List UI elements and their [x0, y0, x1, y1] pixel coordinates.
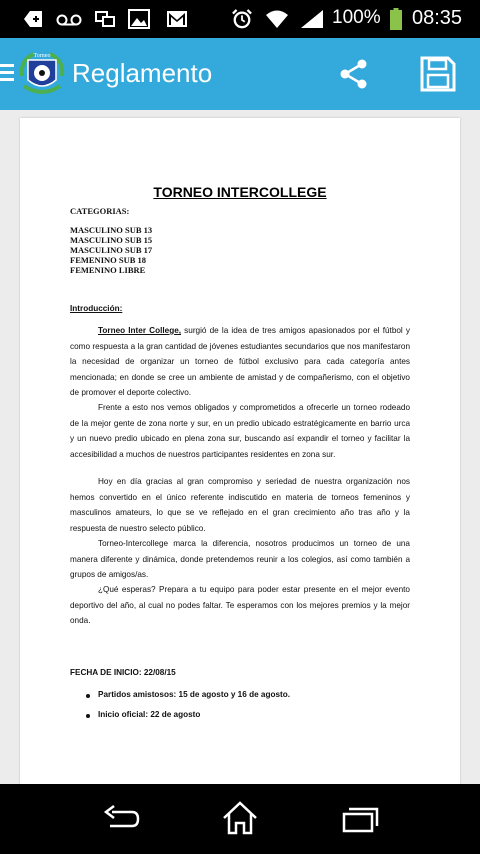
home-icon[interactable]: [220, 800, 260, 836]
back-icon[interactable]: [102, 804, 142, 834]
battery-percent: 100%: [332, 7, 381, 28]
paragraph-text: Frente a esto nos vemos obligados y comprometidos a ofrecerle un torneo rodeado de la mejor gente de zona norte y sur, en un predio ubicado estratégicamente en barrio urca y un nuevo predio ubicado en plena zona sur, buscando así expandir el torneo y facilitar la accesibilidad a muchos de nuestros participantes residentes en zona sur.: [70, 403, 410, 459]
save-icon[interactable]: [420, 56, 456, 92]
categories-heading: CATEGORIAS:: [70, 206, 130, 216]
bullet-marker: [86, 714, 90, 718]
wifi-icon: [265, 9, 289, 29]
gallery-icon: [128, 9, 150, 29]
share-icon[interactable]: [338, 58, 370, 90]
intro-heading: Introducción:: [70, 304, 123, 313]
signal-icon: [300, 9, 324, 29]
paragraph: [70, 536, 410, 583]
menu-icon[interactable]: [0, 62, 14, 84]
paragraph-text: Torneo-Intercollege marca la diferencia, nosotros producimos un torneo de una manera diferente y dinámica, donde pretendemos reunir a los colegios, así como también a grupos de amigos/as.: [70, 539, 410, 579]
paragraph: [70, 323, 410, 401]
category-item: FEMENINO LIBRE: [70, 265, 146, 275]
paragraph: [70, 582, 410, 629]
gmail-icon: [166, 9, 188, 29]
paragraph: [70, 474, 410, 536]
app-title: Reglamento: [72, 58, 213, 88]
category-item: MASCULINO SUB 17: [70, 245, 153, 255]
document-title: TORNEO INTERCOLLEGE: [153, 184, 327, 200]
svg-text:Torneo: Torneo: [33, 53, 51, 59]
screens-icon: [95, 9, 115, 29]
paragraph-lead: Torneo Inter College,: [98, 326, 182, 335]
add-notification-icon: [24, 9, 44, 29]
start-date: FECHA DE INICIO: 22/08/15: [70, 668, 176, 677]
voicemail-icon: [56, 9, 82, 29]
navigation-bar: [0, 784, 480, 854]
bullet-marker: [86, 694, 90, 698]
paragraph-text: surgió de la idea de tres amigos apasionados por el fútbol y como respuesta a la gran cantidad de jóvenes estudiantes secundarios que nos manifestaron la necesidad de organizar un torneo de fútbol exclusivo para cada categoría antes mencionada; en donde se cree un ambiente de amistad y de compañerismo, con el objetivo de promover el deporte colectivo.: [70, 326, 410, 397]
recents-icon[interactable]: [340, 804, 380, 834]
document-page: [20, 118, 460, 784]
alarm-icon: [230, 9, 254, 29]
category-item: MASCULINO SUB 15: [70, 235, 153, 245]
bullet-item: Partidos amistosos: 15 de agosto y 16 de agosto.: [98, 690, 291, 699]
paragraph: [70, 400, 410, 462]
clock: 08:35: [412, 7, 463, 29]
status-bar: [0, 0, 480, 38]
category-item: FEMENINO SUB 18: [70, 255, 147, 265]
app-bar: [0, 38, 480, 110]
battery-icon: [390, 8, 402, 30]
bullet-item: Inicio oficial: 22 de agosto: [98, 710, 201, 719]
paragraph-text: Hoy en día gracias al gran compromiso y seriedad de nuestra organización nos hemos convertido en el único referente indiscutido en materia de torneos femeninos y masculinos amateurs, lo que se ve reflejado en el gran crecimiento año tras año y la respuesta de nuestro selecto público.: [70, 477, 410, 533]
document-viewer[interactable]: [0, 110, 480, 784]
app-logo[interactable]: [14, 46, 70, 102]
paragraph-text: ¿Qué esperas? Prepara a tu equipo para poder estar presente en el mejor evento deportivo del año, al cual no podes faltar. Te esperamos con los mejores premios y la mejor onda.: [70, 585, 410, 625]
category-item: MASCULINO SUB 13: [70, 225, 153, 235]
